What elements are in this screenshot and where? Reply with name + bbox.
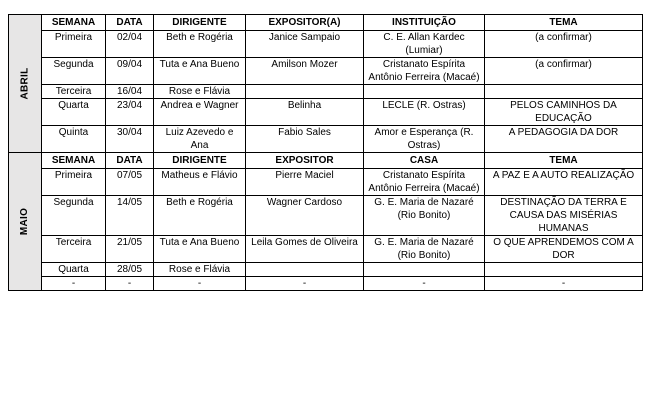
- cell-data: 09/04: [106, 58, 154, 85]
- cell-dirigente: Andrea e Wagner: [154, 99, 246, 126]
- cell-instituicao: C. E. Allan Kardec (Lumiar): [364, 31, 485, 58]
- cell-instituicao: Cristanato Espírita Antônio Ferreira (Macaé): [364, 169, 485, 196]
- cell-semana: Primeira: [42, 31, 106, 58]
- column-header-expositor: EXPOSITOR: [246, 153, 364, 169]
- cell-tema: A PEDAGOGIA DA DOR: [485, 126, 643, 153]
- cell-dirigente: Beth e Rogéria: [154, 196, 246, 236]
- cell-data: 28/05: [106, 263, 154, 277]
- schedule-table: [8, 14, 643, 291]
- cell-data: 16/04: [106, 85, 154, 99]
- table-row: [9, 58, 643, 85]
- column-header-dirigente: DIRIGENTE: [154, 153, 246, 169]
- cell-dirigente: Rose e Flávia: [154, 263, 246, 277]
- cell-semana: Quarta: [42, 263, 106, 277]
- table-row: [9, 99, 643, 126]
- cell-tema: O QUE APRENDEMOS COM A DOR: [485, 236, 643, 263]
- column-header-instituicao: INSTITUIÇÃO: [364, 15, 485, 31]
- cell-data: 02/04: [106, 31, 154, 58]
- column-header-data: DATA: [106, 153, 154, 169]
- cell-expositor: Belinha: [246, 99, 364, 126]
- cell-dirigente: Tuta e Ana Bueno: [154, 58, 246, 85]
- cell-instituicao: G. E. Maria de Nazaré (Rio Bonito): [364, 236, 485, 263]
- cell-semana: Terceira: [42, 236, 106, 263]
- table-row: [9, 263, 643, 277]
- cell-expositor: Amilson Mozer: [246, 58, 364, 85]
- column-header-instituicao: CASA: [364, 153, 485, 169]
- cell-dirigente: Tuta e Ana Bueno: [154, 236, 246, 263]
- cell-semana: Segunda: [42, 196, 106, 236]
- cell-tema: (a confirmar): [485, 31, 643, 58]
- table-row: [9, 169, 643, 196]
- cell-dirigente: Rose e Flávia: [154, 85, 246, 99]
- schedule-sheet: [8, 14, 642, 291]
- month-cell: [9, 153, 42, 291]
- section-header-row: [9, 153, 643, 169]
- column-header-semana: SEMANA: [42, 15, 106, 31]
- cell-expositor: [246, 85, 364, 99]
- cell-expositor: Fabio Sales: [246, 126, 364, 153]
- cell-data: 30/04: [106, 126, 154, 153]
- cell-dirigente: Matheus e Flávio: [154, 169, 246, 196]
- cell-tema: (a confirmar): [485, 58, 643, 85]
- cell-semana: Primeira: [42, 169, 106, 196]
- cell-instituicao: [364, 85, 485, 99]
- cell-instituicao: -: [364, 277, 485, 291]
- cell-data: 07/05: [106, 169, 154, 196]
- column-header-expositor: EXPOSITOR(A): [246, 15, 364, 31]
- cell-instituicao: LECLE (R. Ostras): [364, 99, 485, 126]
- table-row: [9, 196, 643, 236]
- cell-semana: -: [42, 277, 106, 291]
- cell-expositor: Leila Gomes de Oliveira: [246, 236, 364, 263]
- cell-tema: [485, 263, 643, 277]
- cell-instituicao: G. E. Maria de Nazaré (Rio Bonito): [364, 196, 485, 236]
- cell-expositor: -: [246, 277, 364, 291]
- cell-semana: Quinta: [42, 126, 106, 153]
- cell-expositor: Janice Sampaio: [246, 31, 364, 58]
- cell-semana: Quarta: [42, 99, 106, 126]
- table-row: [9, 85, 643, 99]
- cell-instituicao: [364, 263, 485, 277]
- cell-expositor: Pierre Maciel: [246, 169, 364, 196]
- cell-semana: Segunda: [42, 58, 106, 85]
- table-row: [9, 31, 643, 58]
- cell-data: 21/05: [106, 236, 154, 263]
- cell-tema: [485, 85, 643, 99]
- cell-data: 23/04: [106, 99, 154, 126]
- cell-instituicao: Cristanato Espírita Antônio Ferreira (Macaé): [364, 58, 485, 85]
- column-header-data: DATA: [106, 15, 154, 31]
- column-header-dirigente: DIRIGENTE: [154, 15, 246, 31]
- column-header-tema: TEMA: [485, 153, 643, 169]
- cell-tema: -: [485, 277, 643, 291]
- schedule-body: [9, 15, 643, 291]
- month-label: MAIO: [19, 207, 31, 236]
- month-label: ABRIL: [19, 67, 31, 100]
- table-row: [9, 277, 643, 291]
- column-header-tema: TEMA: [485, 15, 643, 31]
- table-row: [9, 236, 643, 263]
- table-row: [9, 126, 643, 153]
- cell-semana: Terceira: [42, 85, 106, 99]
- cell-expositor: Wagner Cardoso: [246, 196, 364, 236]
- section-header-row: [9, 15, 643, 31]
- cell-dirigente: Beth e Rogéria: [154, 31, 246, 58]
- month-cell: [9, 15, 42, 153]
- cell-tema: PELOS CAMINHOS DA EDUCAÇÃO: [485, 99, 643, 126]
- cell-dirigente: Luiz Azevedo e Ana: [154, 126, 246, 153]
- cell-tema: DESTINAÇÃO DA TERRA E CAUSA DAS MISÉRIAS HUMANAS: [485, 196, 643, 236]
- cell-data: -: [106, 277, 154, 291]
- cell-data: 14/05: [106, 196, 154, 236]
- cell-dirigente: -: [154, 277, 246, 291]
- cell-instituicao: Amor e Esperança (R. Ostras): [364, 126, 485, 153]
- cell-tema: A PAZ E A AUTO REALIZAÇÃO: [485, 169, 643, 196]
- cell-expositor: [246, 263, 364, 277]
- column-header-semana: SEMANA: [42, 153, 106, 169]
